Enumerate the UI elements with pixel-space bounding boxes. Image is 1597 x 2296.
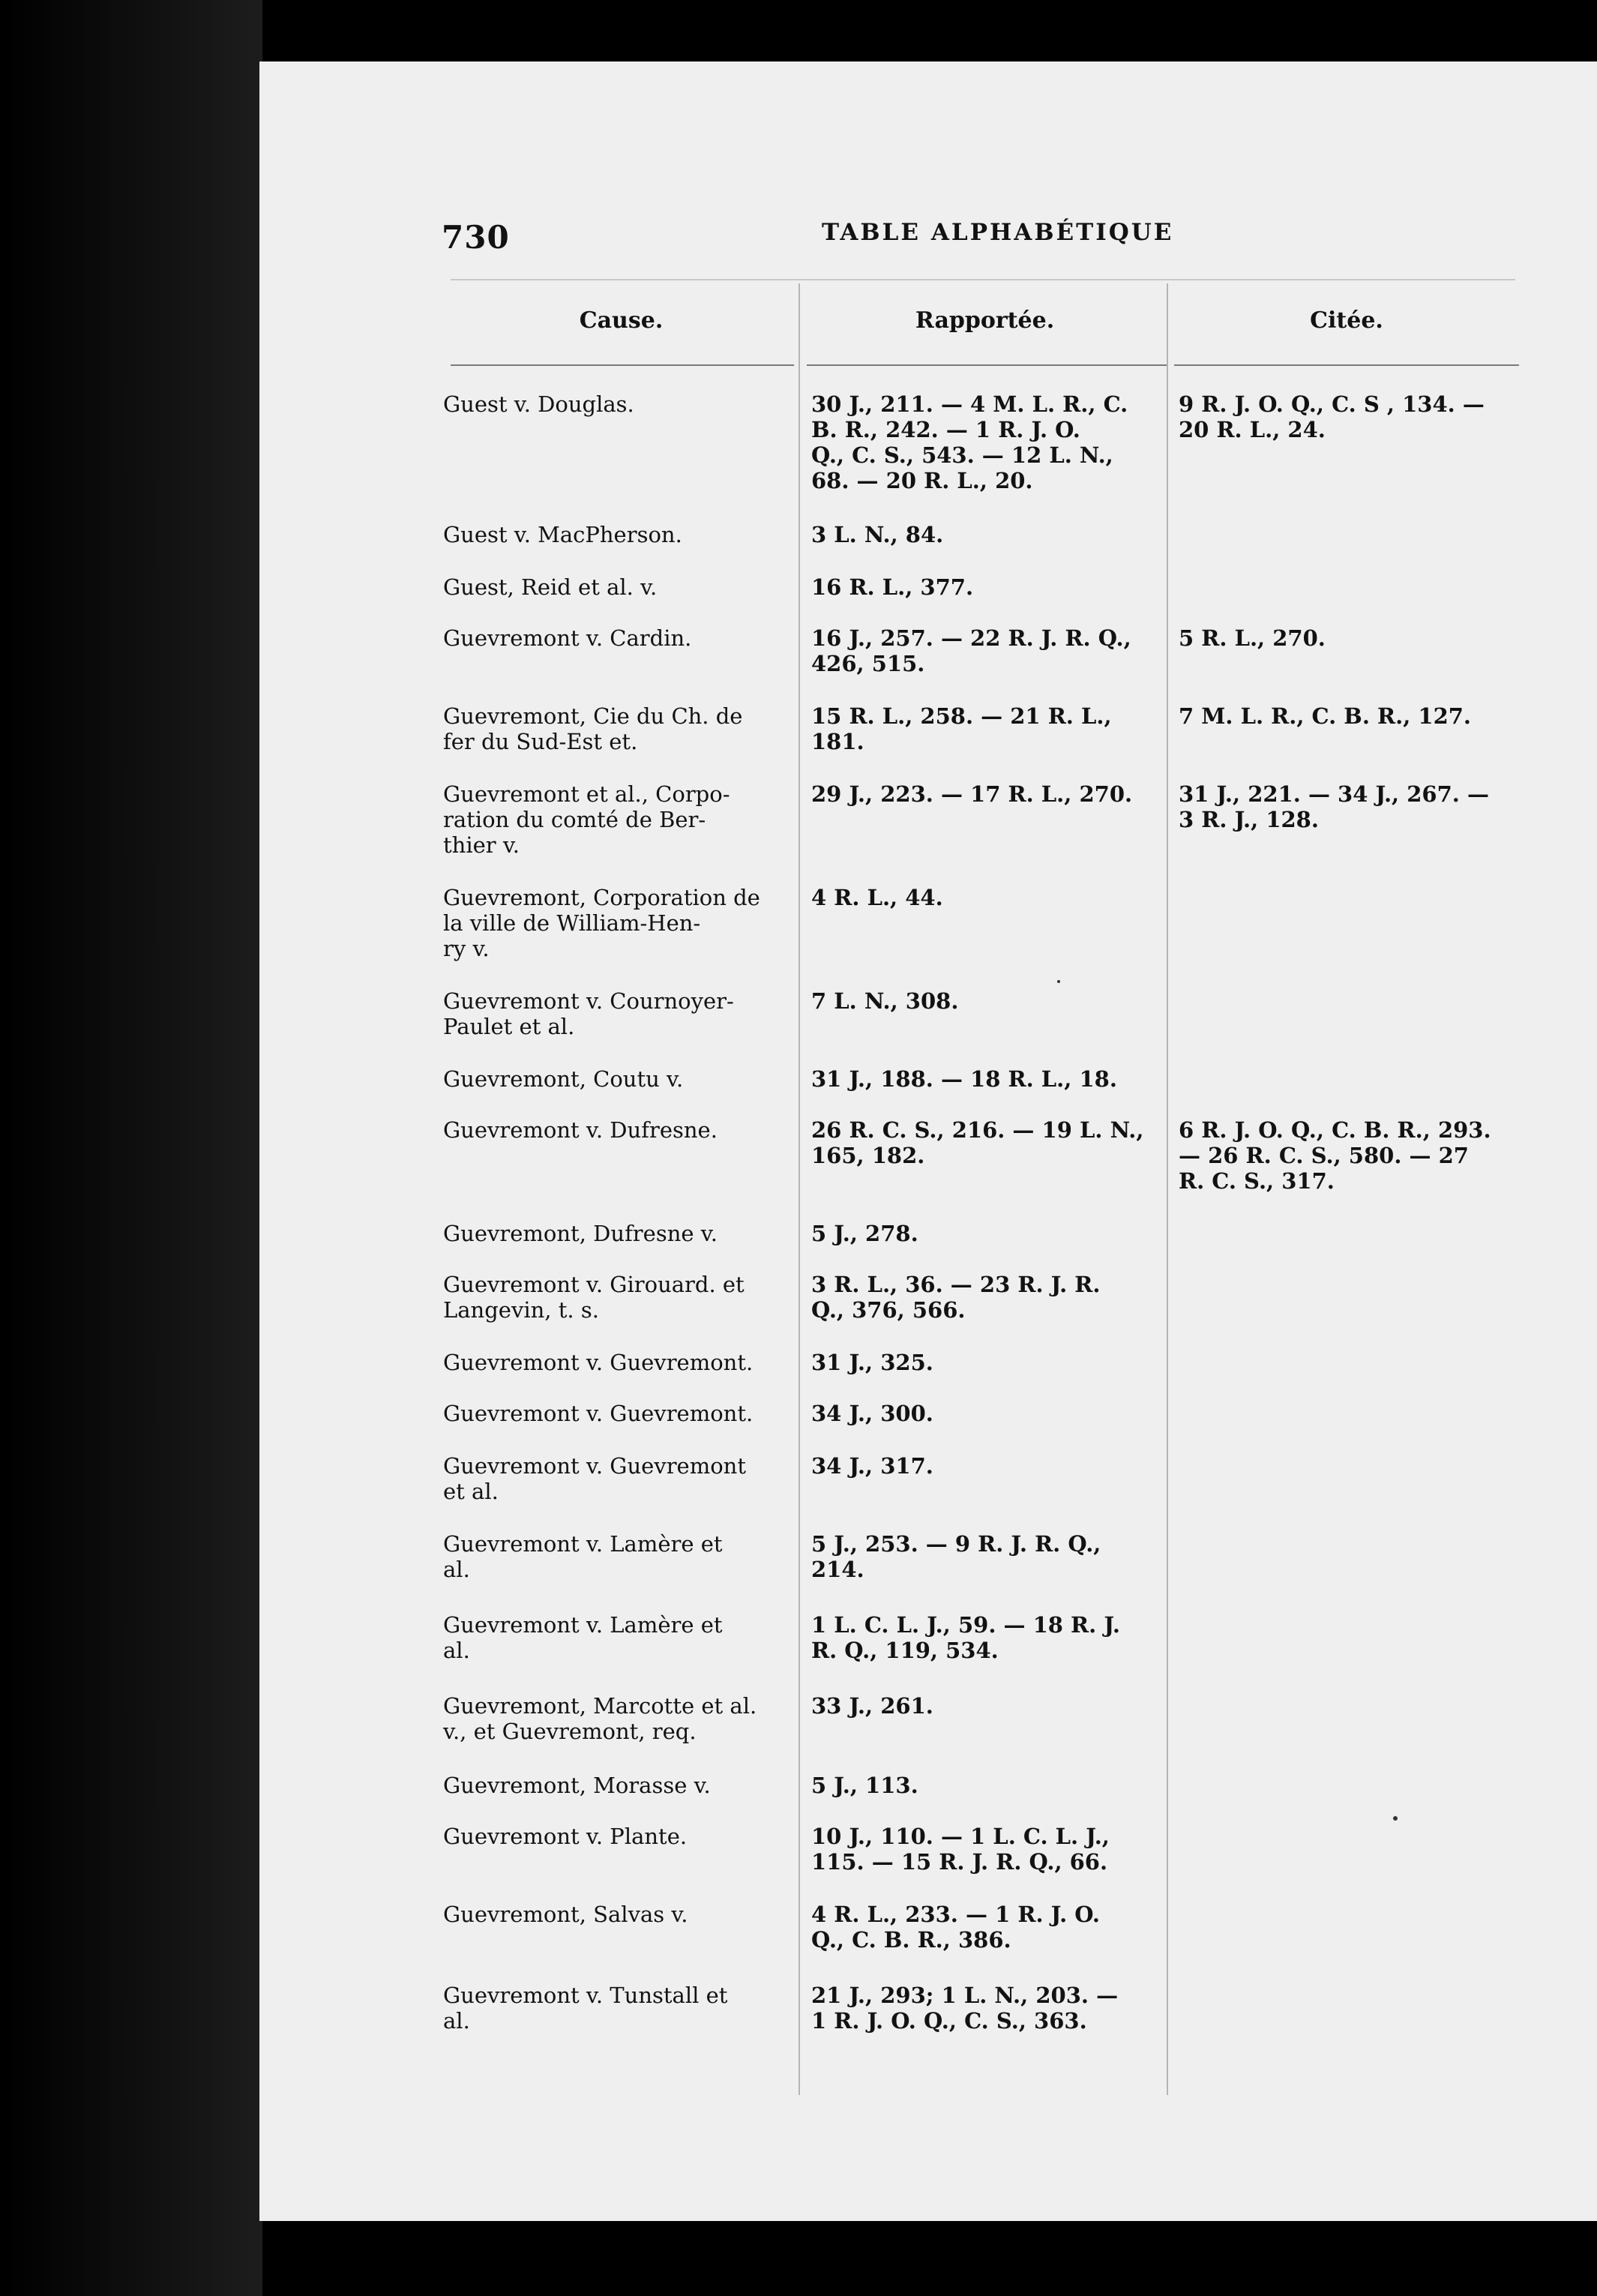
book-page (259, 61, 1597, 2221)
cause-cell: Guevremont v. Cardin. (443, 625, 692, 651)
column-rule (1174, 364, 1519, 366)
cause-cell: Guevremont, Salvas v. (443, 1902, 688, 1927)
rapportee-cell: 15 R. L., 258. — 21 R. L., 181. (811, 703, 1112, 754)
column-rule (807, 364, 1167, 366)
cause-cell: Guevremont, Dufresne v. (443, 1221, 718, 1246)
print-speck (1057, 980, 1060, 983)
rapportee-cell: 31 J., 188. — 18 R. L., 18. (811, 1066, 1117, 1092)
rapportee-cell: 34 J., 300. (811, 1401, 933, 1426)
column-divider (1167, 283, 1168, 2095)
cause-cell: Guevremont v. Cournoyer- Paulet et al. (443, 988, 734, 1039)
cause-cell: Guevremont v. Guevremont. (443, 1401, 754, 1426)
rapportee-cell: 29 J., 223. — 17 R. L., 270. (811, 781, 1133, 807)
rapportee-cell: 7 L. N., 308. (811, 988, 959, 1014)
cause-cell: Guevremont et al., Corpo- ration du comté de Ber- thier v. (443, 781, 730, 858)
rapportee-cell: 10 J., 110. — 1 L. C. L. J., 115. — 15 R. J. R. Q., 66. (811, 1824, 1110, 1875)
cause-cell: Guevremont v. Girouard. et Langevin, t. s. (443, 1272, 745, 1323)
rapportee-cell: 5 J., 113. (811, 1773, 918, 1798)
rapportee-cell: 3 L. N., 84. (811, 522, 944, 547)
cause-cell: Guevremont v. Tunstall et al. (443, 1983, 728, 2034)
cause-cell: Guest v. Douglas. (443, 391, 634, 417)
rapportee-cell: 5 J., 278. (811, 1221, 918, 1246)
rapportee-cell: 4 R. L., 44. (811, 885, 943, 910)
column-header-cause: Cause. (579, 307, 664, 334)
cause-cell: Guevremont v. Plante. (443, 1824, 688, 1849)
running-title: TABLE ALPHABÉTIQUE (822, 219, 1174, 246)
rapportee-cell: 30 J., 211. — 4 M. L. R., C. B. R., 242. — 1 R. J. O. Q., C. S., 543. — 12 L. N., 68. — 20 R. L., 20. (811, 391, 1128, 493)
cause-cell: Guevremont, Morasse v. (443, 1773, 711, 1798)
cause-cell: Guevremont, Cie du Ch. de fer du Sud-Est et. (443, 703, 743, 754)
print-speck (1393, 1816, 1398, 1821)
rapportee-cell: 4 R. L., 233. — 1 R. J. O. Q., C. B. R., 386. (811, 1902, 1100, 1953)
cause-cell: Guest v. MacPherson. (443, 522, 682, 547)
rapportee-cell: 34 J., 317. (811, 1453, 933, 1479)
column-rule (451, 364, 794, 366)
page-number: 730 (442, 219, 510, 256)
cause-cell: Guevremont v. Dufresne. (443, 1117, 718, 1143)
citee-cell: 9 R. J. O. Q., C. S , 134. — 20 R. L., 24. (1179, 391, 1485, 442)
cause-cell: Guevremont v. Guevremont et al. (443, 1453, 747, 1504)
rapportee-cell: 21 J., 293; 1 L. N., 203. — 1 R. J. O. Q., C. S., 363. (811, 1983, 1119, 2034)
cause-cell: Guevremont, Corporation de la ville de William-Hen- ry v. (443, 885, 760, 961)
header-rule (451, 279, 1515, 280)
rapportee-cell: 16 R. L., 377. (811, 574, 974, 600)
rapportee-cell: 31 J., 325. (811, 1350, 933, 1375)
citee-cell: 31 J., 221. — 34 J., 267. — 3 R. J., 128. (1179, 781, 1489, 832)
rapportee-cell: 16 J., 257. — 22 R. J. R. Q., 426, 515. (811, 625, 1131, 676)
citee-cell: 6 R. J. O. Q., C. B. R., 293. — 26 R. C. S., 580. — 27 R. C. S., 317. (1179, 1117, 1491, 1194)
binding-shadow (0, 0, 262, 2296)
cause-cell: Guevremont v. Lamère et al. (443, 1531, 723, 1582)
cause-cell: Guevremont, Coutu v. (443, 1066, 684, 1092)
column-header-rapportee: Rapportée. (915, 307, 1055, 334)
rapportee-cell: 26 R. C. S., 216. — 19 L. N., 165, 182. (811, 1117, 1144, 1168)
citee-cell: 7 M. L. R., C. B. R., 127. (1179, 703, 1472, 729)
rapportee-cell: 1 L. C. L. J., 59. — 18 R. J. R. Q., 119, 534. (811, 1612, 1120, 1663)
column-divider (798, 283, 800, 2095)
rapportee-cell: 5 J., 253. — 9 R. J. R. Q., 214. (811, 1531, 1101, 1582)
cause-cell: Guevremont, Marcotte et al. v., et Guevremont, req. (443, 1693, 757, 1744)
cause-cell: Guevremont v. Guevremont. (443, 1350, 754, 1375)
rapportee-cell: 3 R. L., 36. — 23 R. J. R. Q., 376, 566. (811, 1272, 1101, 1323)
cause-cell: Guest, Reid et al. v. (443, 574, 658, 600)
citee-cell: 5 R. L., 270. (1179, 625, 1326, 651)
cause-cell: Guevremont v. Lamère et al. (443, 1612, 723, 1663)
rapportee-cell: 33 J., 261. (811, 1693, 933, 1719)
column-header-citee: Citée. (1310, 307, 1383, 334)
